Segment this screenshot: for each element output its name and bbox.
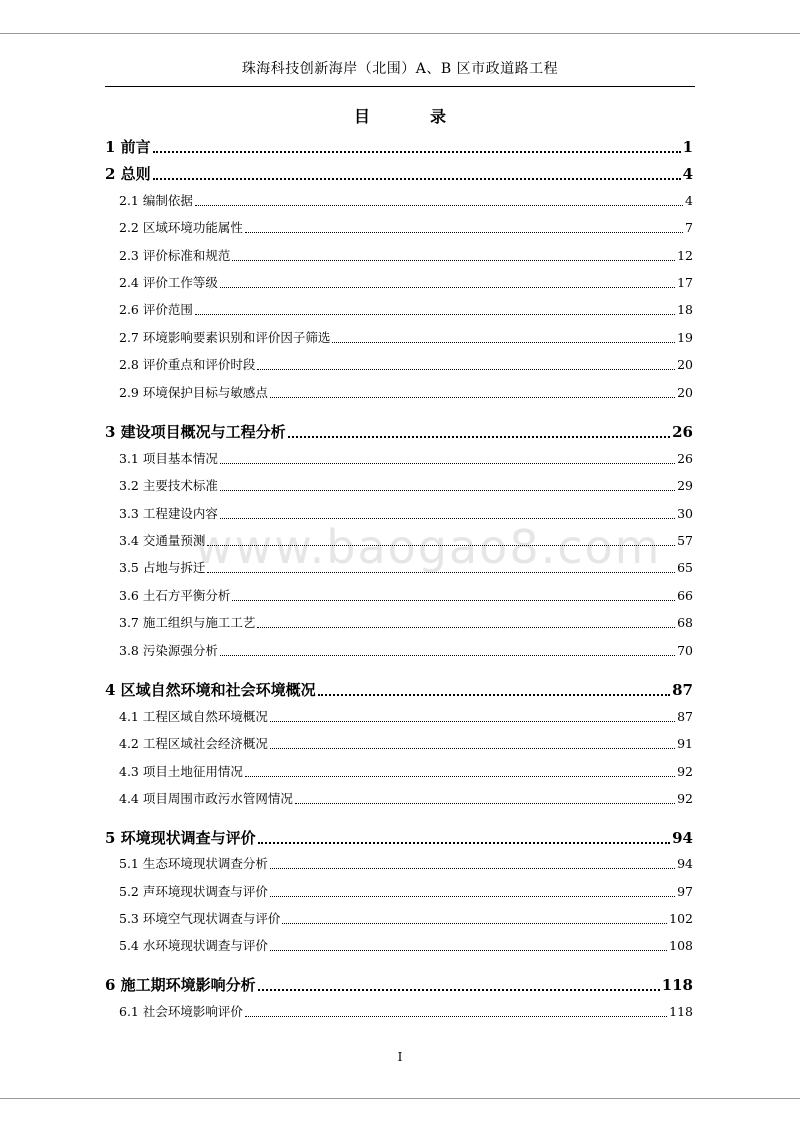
toc-entry-page: 18 [677, 302, 693, 317]
toc-entry-page: 118 [669, 1004, 693, 1019]
toc-entry-page: 19 [677, 330, 693, 345]
toc-entry-label: 2.7 环境影响要素识别和评价因子筛选 [119, 330, 331, 345]
toc-entry-page: 92 [677, 791, 693, 806]
toc-leader-dots [207, 545, 675, 546]
toc-leader-dots [207, 572, 675, 573]
toc-entry[interactable] [119, 1002, 693, 1020]
toc-entry-page: 30 [677, 506, 693, 521]
toc-entry[interactable] [119, 218, 693, 236]
toc-entry[interactable] [119, 882, 693, 900]
toc-leader-dots [220, 655, 675, 656]
toc-entry[interactable] [119, 613, 693, 631]
toc-entry[interactable] [119, 586, 693, 604]
toc-entry-page: 12 [677, 248, 693, 263]
toc-entry-label: 4 区域自然环境和社会环境概况 [105, 681, 316, 699]
toc-leader-dots [270, 397, 675, 398]
toc-entry[interactable] [119, 449, 693, 467]
toc-entry-label: 3.8 污染源强分析 [119, 643, 218, 658]
toc-entry[interactable] [119, 531, 693, 549]
toc-entry-label: 3.4 交通量预测 [119, 533, 206, 548]
toc-entry-page: 29 [677, 478, 693, 493]
toc-entry-page: 20 [677, 385, 693, 400]
toc-entry-label: 4.2 工程区域社会经济概况 [119, 736, 268, 751]
toc-entry-page: 97 [677, 884, 693, 899]
toc-entry-page: 66 [677, 588, 693, 603]
toc-leader-dots [153, 178, 681, 180]
toc-leader-dots [245, 1016, 667, 1017]
toc-entry-label: 2.1 编制依据 [119, 193, 193, 208]
toc-leader-dots [288, 436, 670, 438]
toc-entry-label: 3.2 主要技术标准 [119, 478, 218, 493]
page-number: I [397, 1050, 403, 1064]
toc-leader-dots [258, 842, 670, 844]
page-bottom-rule [0, 1098, 800, 1099]
toc-entry-label: 2.9 环境保护目标与敏感点 [119, 385, 268, 400]
toc-entry-page: 26 [677, 451, 693, 466]
toc-entry-label: 3 建设项目概况与工程分析 [105, 423, 286, 441]
toc-entry-label: 3.3 工程建设内容 [119, 506, 218, 521]
toc-entry[interactable] [119, 328, 693, 346]
toc-entry-page: 68 [677, 615, 693, 630]
toc-leader-dots [270, 721, 675, 722]
toc-entry[interactable] [105, 136, 693, 157]
toc-entry-label: 6 施工期环境影响分析 [105, 976, 256, 994]
toc-entry-page: 57 [677, 533, 693, 548]
toc-entry[interactable] [105, 827, 693, 848]
toc-entry[interactable] [119, 936, 693, 954]
toc-entry-page: 94 [672, 829, 693, 847]
toc-entry-label: 4.3 项目土地征用情况 [119, 764, 243, 779]
toc-entry-page: 87 [672, 681, 693, 699]
toc-entry-page: 94 [677, 856, 693, 871]
toc-entry[interactable] [119, 383, 693, 401]
toc-entry[interactable] [119, 476, 693, 494]
toc-leader-dots [318, 694, 670, 696]
toc-entry[interactable] [119, 707, 693, 725]
toc-leader-dots [295, 803, 675, 804]
toc-entry-page: 1 [682, 138, 693, 156]
toc-entry[interactable] [119, 558, 693, 576]
toc-entry[interactable] [119, 641, 693, 659]
toc-entry-label: 2.6 评价范围 [119, 302, 193, 317]
toc-leader-dots [220, 518, 675, 519]
toc-leader-dots [220, 490, 675, 491]
toc-entry[interactable] [119, 191, 693, 209]
toc-entry-page: 118 [661, 976, 693, 994]
toc-entry-page: 26 [672, 423, 693, 441]
toc-entry-page: 20 [677, 357, 693, 372]
page-top-rule [0, 33, 800, 34]
toc-leader-dots [220, 463, 675, 464]
toc-entry[interactable] [105, 974, 693, 995]
toc-entry-page: 4 [685, 193, 693, 208]
toc-entry-label: 3.7 施工组织与施工工艺 [119, 615, 256, 630]
toc-entry-label: 5.3 环境空气现状调查与评价 [119, 911, 281, 926]
toc-leader-dots [245, 776, 675, 777]
toc-entry[interactable] [119, 762, 693, 780]
toc-leader-dots [282, 923, 667, 924]
toc-entry-label: 3.1 项目基本情况 [119, 451, 218, 466]
toc-title: 目 录 [353, 107, 468, 126]
header-underline [105, 86, 695, 87]
toc-leader-dots [270, 748, 675, 749]
toc-entry-label: 1 前言 [105, 138, 151, 156]
toc-entry[interactable] [119, 789, 693, 807]
toc-leader-dots [258, 989, 660, 991]
toc-entry-page: 65 [677, 560, 693, 575]
toc-entry-label: 2.3 评价标准和规范 [119, 248, 231, 263]
toc-entry[interactable] [119, 355, 693, 373]
toc-entry[interactable] [119, 854, 693, 872]
toc-entry-page: 102 [669, 911, 693, 926]
toc-entry-label: 5.1 生态环境现状调查分析 [119, 856, 268, 871]
toc-entry-page: 17 [677, 275, 693, 290]
toc-leader-dots [270, 896, 675, 897]
toc-entry[interactable] [105, 421, 693, 442]
toc-entry[interactable] [105, 679, 693, 700]
toc-entry-page: 91 [677, 736, 693, 751]
toc-leader-dots [232, 260, 675, 261]
toc-entry-label: 2.2 区域环境功能属性 [119, 220, 243, 235]
toc-entry[interactable] [119, 734, 693, 752]
toc-entry[interactable] [119, 273, 693, 291]
toc-entry[interactable] [119, 246, 693, 264]
toc-leader-dots [245, 232, 683, 233]
toc-entry-page: 108 [669, 938, 693, 953]
toc-leader-dots [270, 868, 675, 869]
toc-entry-label: 3.6 土石方平衡分析 [119, 588, 231, 603]
toc-entry-label: 4.1 工程区域自然环境概况 [119, 709, 268, 724]
toc-entry-label: 2.4 评价工作等级 [119, 275, 218, 290]
toc-entry[interactable] [119, 300, 693, 318]
toc-leader-dots [195, 205, 683, 206]
toc-entry-label: 6.1 社会环境影响评价 [119, 1004, 243, 1019]
toc-leader-dots [220, 287, 675, 288]
toc-entry-label: 3.5 占地与拆迁 [119, 560, 206, 575]
toc-entry-label: 5.4 水环境现状调查与评价 [119, 938, 268, 953]
toc-entry[interactable] [119, 504, 693, 522]
toc-leader-dots [195, 314, 675, 315]
toc-leader-dots [153, 151, 681, 153]
toc-entry[interactable] [119, 909, 693, 927]
toc-entry[interactable] [105, 163, 693, 184]
toc-leader-dots [270, 950, 667, 951]
toc-entry-page: 4 [682, 165, 693, 183]
toc-entry-label: 5.2 声环境现状调查与评价 [119, 884, 268, 899]
toc-leader-dots [332, 342, 675, 343]
toc-entry-label: 5 环境现状调查与评价 [105, 829, 256, 847]
running-header: 珠海科技创新海岸（北围）A、B 区市政道路工程 [241, 61, 559, 77]
toc-leader-dots [232, 600, 675, 601]
watermark: www.baogao8.com [195, 520, 662, 574]
toc-leader-dots [257, 627, 675, 628]
toc-entry-label: 4.4 项目周围市政污水管网情况 [119, 791, 293, 806]
toc-entry-label: 2.8 评价重点和评价时段 [119, 357, 256, 372]
toc-entry-label: 2 总则 [105, 165, 151, 183]
toc-entry-page: 92 [677, 764, 693, 779]
toc-entry-page: 87 [677, 709, 693, 724]
toc-entry-page: 70 [677, 643, 693, 658]
toc-leader-dots [257, 369, 675, 370]
toc-entry-page: 7 [685, 220, 693, 235]
